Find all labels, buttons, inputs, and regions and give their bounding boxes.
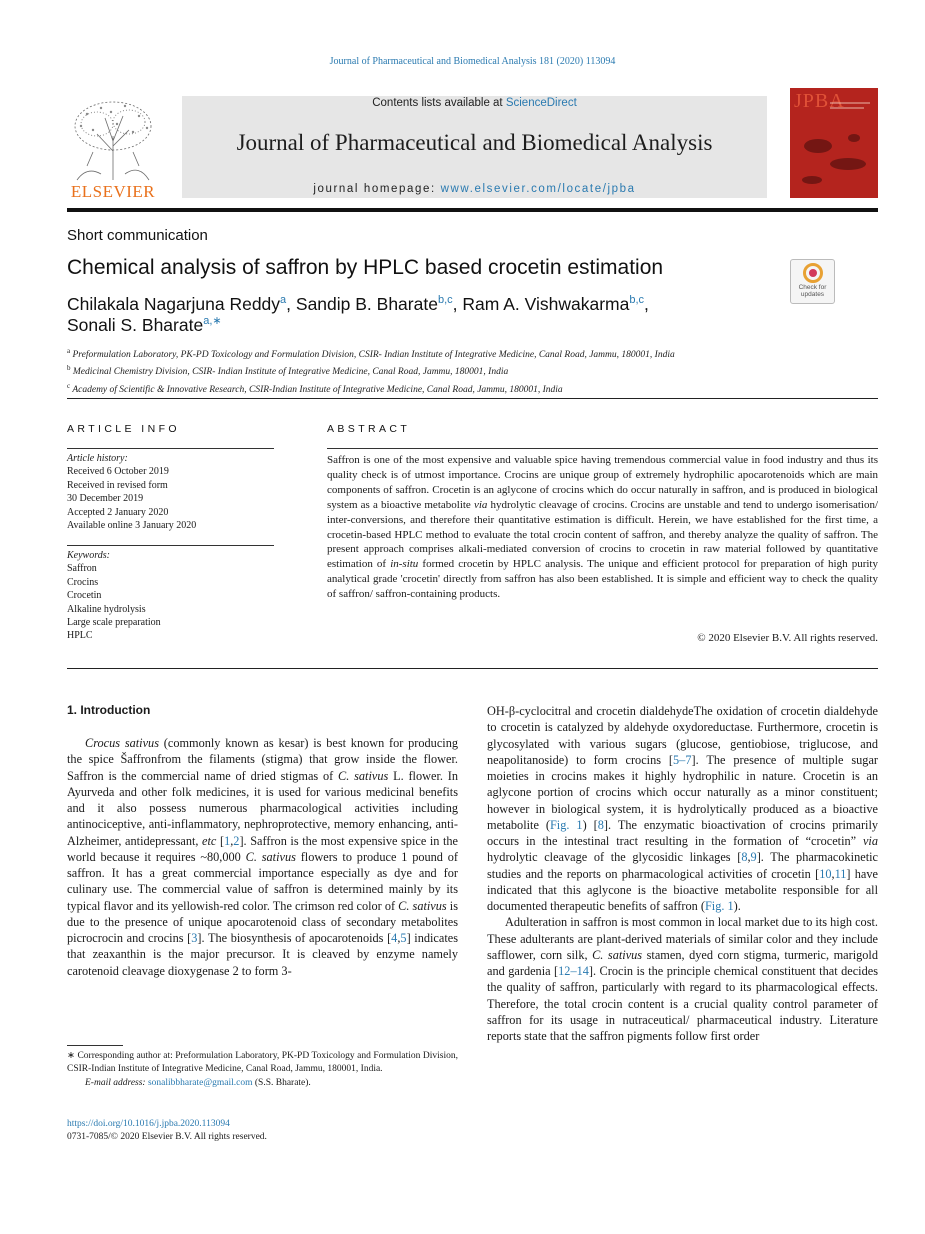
history-item: Available online 3 January 2020 [67,520,197,532]
citation-link[interactable]: 5 [400,931,407,945]
footnote-rule [67,1045,123,1046]
citation-link[interactable]: 1 [224,833,231,848]
keyword: Saffron [67,563,97,575]
homepage-prefix: journal homepage: [313,183,441,195]
corresponding-author-footnote [67,1050,458,1090]
citation-link[interactable]: 4 [391,931,398,945]
citation-link[interactable]: Fig. 1 [549,817,583,832]
abstract-bottom-rule [67,668,878,669]
citation-link[interactable]: 5–7 [673,752,692,767]
keywords-rule [67,545,274,546]
journal-homepage [182,183,767,195]
abstract-text: Saffron is one of the most expensive and valuable spice having tremendous commercial value in food industry and thus its quality check is of utmost importance. Crocins are unique group of extremely hydrophilic apocarotenoids which are main components of saffron. Crocetin is an aglycone of crocins which do occur naturally in saffron, and is produced in biological system as a bioactive metabolite via hydrolytic cleavage of crocins. Crocins are unstable and tend to undergo isomerisation/ inter-conversions, and therefore their quantitative estimation is difficult. Herein, we have established for the first time, a crocetin-based HPLC method to evaluate the total crocin content of saffron, and thereby analyze the quality of saffron. The present approach comprises alkali-mediated conversion of crocins to crocetin in raw material followed by quantitative estimation of in-situ formed crocetin by HPLC analysis. The unique and efficient protocol for preparation of high purity analytical grade 'crocetin' directly from saffron has also been established. It is simple and efficient way to check the quality of saffron/ saffron-containing products. [327,454,878,601]
keyword: HPLC [67,630,93,642]
journal-cover-image [790,88,878,198]
keyword: Crocins [67,576,99,588]
italic-term: C. sativus [245,849,296,864]
italic-term: Crocus sativus [85,736,159,750]
intro-right-column [487,703,878,1044]
italic-term: C. sativus [592,947,643,962]
keywords-label: Keywords: [67,550,110,561]
intro-left-column [67,735,458,979]
keyword: Alkaline hydrolysis [67,603,146,615]
italic-term: C. sativus [338,768,389,783]
doi-link[interactable]: https://doi.org/10.1016/j.jpba.2020.113094 [67,1119,230,1129]
article-title: Chemical analysis of saffron by HPLC based crocetin estimation [67,256,664,279]
keyword: Crocetin [67,590,102,602]
citation-link[interactable]: 3 [191,931,198,945]
keyword: Large scale preparation [67,617,161,629]
check-updates-label: Check for updates [798,284,827,298]
journal-title: Journal of Pharmaceutical and Biomedical Analysis [236,130,713,155]
history-item: Received 6 October 2019 [67,466,169,478]
email-link[interactable]: sonalibbharate@gmail.com [147,1077,253,1088]
italic-term: via [862,834,878,848]
author[interactable]: Ram A. Vishwakarma$^{b,c}$ [462,294,645,314]
article-history [67,452,274,532]
abstract-copyright: © 2020 Elsevier B.V. All rights reserved. [697,632,878,644]
intro-paragraph-1: Crocus sativus (commonly known as kesar) is best known for producing the spice Šaffronfrom the filaments (stigma) that grow inside the flower. Saffron is the commercial name of dried stigmas of C. sativus L. flower. In Ayurveda and other folk medicines, it is used for various medicinal benefits and it also possess numerous pharmacological activities including antinociceptive, anti-inflammatory, nephroprotective, memory enhancing, anti-Alzheimer, antidepressant, etc [1,2]. Saffron is the most expensive spice in the world because it requires ~80,000 C. sativus flowers to produce 1 pound of saffron. It has a great commercial importance especially as dye and for culinary use. The commercial value of saffron is determined mainly by its typical flavor and its yellowish-red color. The crimson red color of C. sativus is due to the presence of unique apocarotenoid class of secondary metabolites picrocrocin and crocins [3]. The biosynthesis of apocarotenoids [4,5] indicates that zeaxanthin is the major precursor. It is cleaved by enzyme namely carotenoid cleavage dioxygenase 2 to form 3- [67,736,459,978]
publisher-name: ELSEVIER [70,182,156,201]
contents-prefix: Contents lists available at [372,97,506,109]
abstract-heading: ABSTRACT [327,423,411,435]
citation-link[interactable]: 2 [233,833,240,848]
citation-link[interactable]: Fig. 1 [704,899,734,913]
author[interactable]: Sandip B. Bharate$^{b,c}$ [295,294,453,314]
sciencedirect-link[interactable]: ScienceDirect [505,97,577,109]
email-line: E-mail address: sonalibbharate@gmail.com (S.S. Bharate). [85,1077,311,1088]
article-type: Short communication [67,227,208,244]
intro-paragraph-2: Adulteration in saffron is most common in local market due to its high cost. These adulterants are plant-derived materials of similar color and they include safflower, corn silk, C. sativus stamen, dyed corn stigma, turmeric, marigold and gardenia [12–14]. Crocin is the principle chemical constituent that decides the quality of saffron, particularly with regard to its pharmacological effects. Therefore, the total crocin content is a crucial quality control parameter of saffron for its usage in nutraceutical/ pharmaceutical industry. Literature reports state that the saffron pigments follow first order [487,915,878,1043]
article-info-rule [67,448,274,449]
citation-link[interactable]: 9 [750,850,757,865]
affiliation: $^a$ Preformulation Laboratory, PK-PD Toxicology and Formulation Division, CSIR- Indian Institute of Integrative Medicine, Canal Road, Jammu, 180001, India [67,347,675,361]
affiliation: $^c$ Academy of Scientific & Innovative Research, CSIR-Indian Institute of Integrative Medicine, Canal Road, Jammu, 180001, India [67,381,563,396]
corresponding-note: ∗ Corresponding author at: Preformulation Laboratory, PK-PD Toxicology and Formulation Division, CSIR-Indian Institute of Integrative Medicine, Canal Road, Jammu, 180001, India. [67,1051,458,1075]
history-item: 30 December 2019 [67,493,144,505]
history-item: Received in revised form [67,479,168,491]
citation-link[interactable]: 8 [741,850,748,865]
citation-link[interactable]: 10 [819,866,832,881]
doi-block [67,1118,267,1144]
author[interactable]: Chilakala Nagarjuna Reddy$^a$ [67,294,287,314]
article-info-heading: ARTICLE INFO [67,423,180,435]
header-rule [67,208,878,212]
keywords [67,549,274,643]
running-head[interactable]: Journal of Pharmaceutical and Biomedical Analysis 181 (2020) 113094 [329,56,616,67]
affiliation-rule [67,398,878,399]
issn-copyright: 0731-7085/© 2020 Elsevier B.V. All rights reserved. [67,1132,267,1143]
citation-link[interactable]: 12–14 [558,964,589,978]
cover-title: JPBA [794,90,845,112]
affiliations [67,345,675,397]
italic-term: etc [202,833,217,848]
citation-link[interactable]: 8 [597,817,604,832]
section-heading-introduction: 1. Introduction [67,703,151,717]
author[interactable]: Sonali S. Bharate$^{a,∗}$ [67,315,222,335]
history-item: Accepted 2 January 2020 [67,506,169,518]
intro-paragraph-1-cont: OH-β-cyclocitral and crocetin dialdehydeThe oxidation of crocetin dialdehyde to crocetin is catalyzed by aldehyde oxydoreductase. Furthermore, crocetin is glycosylated with various sugars (glucose, gentiobiose, triglucose, and neapolitanoside) to form crocins [5–7]. The presence of multiple sugar moieties in crocins makes it highly hydrophilic in nature. Crocetin is an aglycone portion of crocins which occur naturally as a minor constituent; however in biological system, it is hydrolytically produced as a bioactive metabolite (Fig. 1) [8]. The enzymatic bioactivation of crocins primarily occurs in the intestinal tract resulting in the formation of “crocetin” via hydrolytic cleavage of the glycosidic linkages [8,9]. The pharmacokinetic studies and the reports on pharmacological activities of crocetin [10,11] have indicated that this aglycone is the bioactive metabolite responsible for all documented therapeutic benefits of saffron (Fig. 1). [487,704,879,913]
homepage-link[interactable]: www.elsevier.com/locate/jpba [440,183,636,195]
affiliation: $^b$ Medicinal Chemistry Division, CSIR- Indian Institute of Integrative Medicine, Canal Road, Jammu, 180001, India [67,364,509,378]
check-updates-icon [803,263,823,283]
citation-link[interactable]: 11 [834,866,847,881]
italic-term: C. sativus [398,898,447,913]
contents-line [182,97,767,109]
history-label: Article history: [67,453,128,464]
author-list: Chilakala Nagarjuna Reddy$^a$, Sandip B. Bharate$^{b,c}$, Ram A. Vishwakarma$^{b,c}$, Sonali S. Bharate$^{a,∗}$ [67,294,649,335]
abstract-rule [327,448,878,449]
